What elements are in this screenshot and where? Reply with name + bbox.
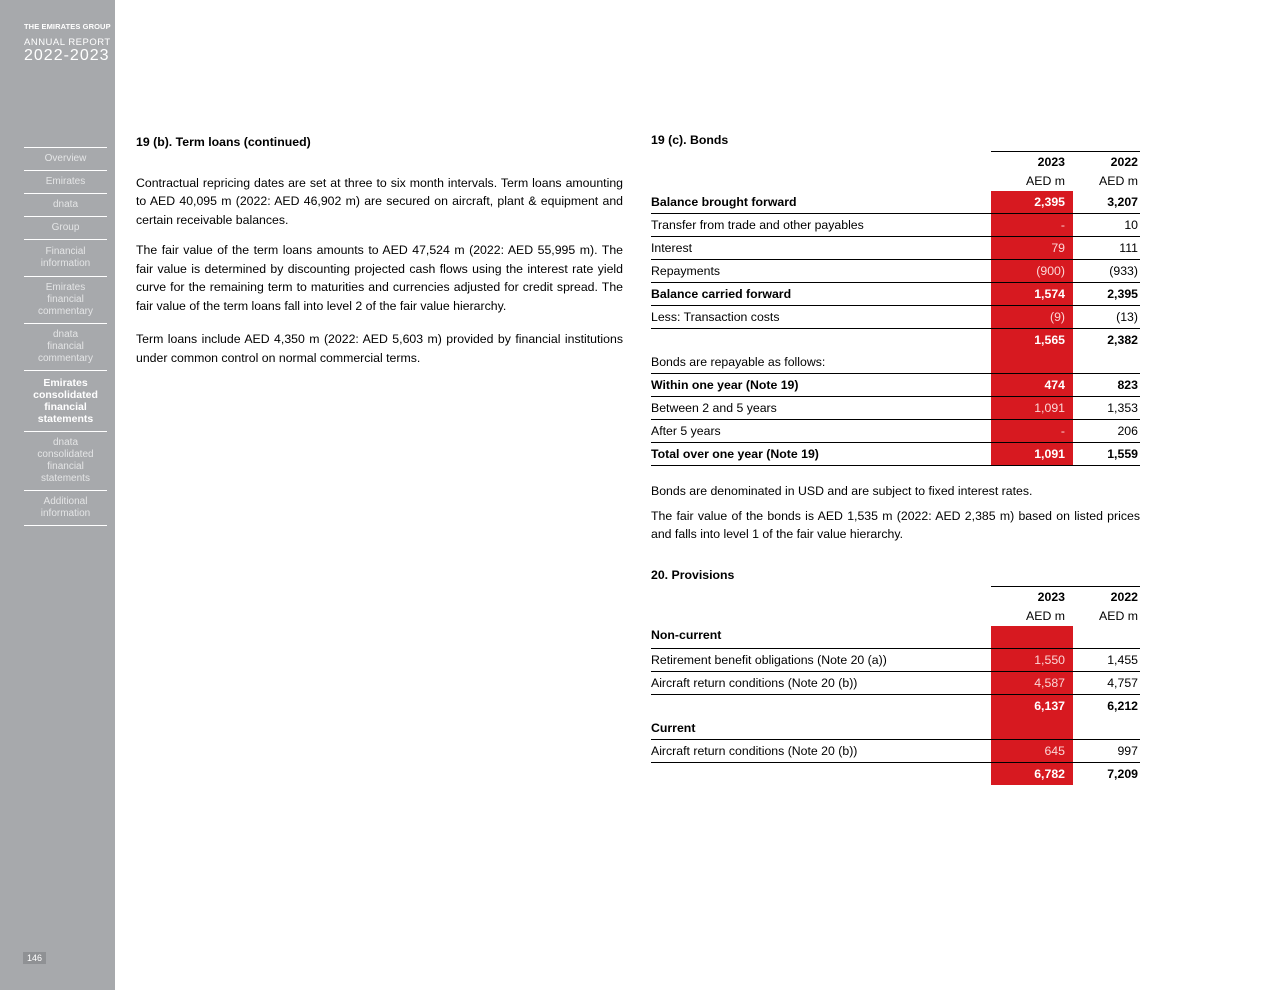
value-2023: 474 (991, 374, 1073, 397)
value-2022: 1,559 (1073, 443, 1140, 466)
nav-item-financial-information[interactable]: Financial information (24, 240, 107, 277)
value-2023 (991, 626, 1073, 649)
table-row (651, 762, 1140, 785)
total-2022: 7,209 (1107, 766, 1138, 781)
value-2022: 823 (1073, 374, 1140, 397)
value-2023: 645 (991, 739, 1073, 762)
value-2022: 206 (1073, 420, 1140, 443)
term-loans-section (136, 133, 623, 379)
row-label: Interest (651, 237, 991, 260)
value-2023: (900) (991, 260, 1073, 283)
row-label: After 5 years (651, 420, 991, 443)
nav-item-overview[interactable]: Overview (24, 148, 107, 171)
row-label: Total over one year (Note 19) (651, 443, 991, 466)
row-label: Current (651, 717, 991, 740)
bonds-title: 19 (c). Bonds (651, 133, 729, 147)
value-2022: 997 (1073, 739, 1140, 762)
bonds-col-2022: 2022 (1073, 152, 1140, 173)
table-row (651, 283, 1140, 306)
row-label: Aircraft return conditions (Note 20 (b)) (651, 671, 991, 694)
row-label (651, 762, 991, 785)
value-2023: (9) (991, 306, 1073, 329)
table-row (651, 626, 1140, 649)
row-label: Less: Transaction costs (651, 306, 991, 329)
value-2023 (991, 717, 1073, 740)
table-row (651, 191, 1140, 214)
row-label (651, 694, 991, 717)
value-2023: 1,091 (991, 397, 1073, 420)
provisions-title: 20. Provisions (651, 567, 735, 582)
report-brand (24, 22, 111, 65)
page-number: 146 (23, 952, 46, 964)
value-2022: (13) (1073, 306, 1140, 329)
subtotal-2022: 6,212 (1107, 698, 1138, 713)
report-label: ANNUAL REPORT (24, 37, 111, 48)
value-2023: 1,574 (991, 283, 1073, 306)
table-row (651, 420, 1140, 443)
row-label: Within one year (Note 19) (651, 374, 991, 397)
provisions-unit-2023: AED m (1026, 608, 1065, 623)
table-row (651, 648, 1140, 671)
total-2023: 6,782 (991, 762, 1073, 785)
value-2022 (1073, 351, 1140, 374)
bonds-unit-2022: AED m (1099, 174, 1138, 188)
row-label: Between 2 and 5 years (651, 397, 991, 420)
nav-item-dnata[interactable]: dnata (24, 194, 107, 217)
provisions-col-2023: 2023 (991, 586, 1073, 607)
sidebar (0, 0, 115, 990)
value-2022 (1073, 626, 1140, 649)
value-2023: 4,587 (991, 671, 1073, 694)
term-loans-paragraph-3: Term loans include AED 4,350 m (2022: AED 5,603 m) provided by financial institutions under common control on normal commercial terms. (136, 332, 623, 365)
bonds-note-1: Bonds are denominated in USD and are subject to fixed interest rates. (651, 484, 1033, 498)
row-label: Repayments (651, 260, 991, 283)
right-column (651, 133, 1140, 785)
table-row (651, 260, 1140, 283)
value-2022: 4,757 (1073, 671, 1140, 694)
subtotal-2022: 2,382 (1107, 333, 1138, 347)
nav-item-dnata-consolidated-statements[interactable]: dnata consolidated financial statements (24, 432, 107, 491)
value-2022: 10 (1073, 214, 1140, 237)
subtotal-2023: 6,137 (991, 694, 1073, 717)
value-2022: 1,353 (1073, 397, 1140, 420)
table-row (651, 443, 1140, 466)
table-row (651, 397, 1140, 420)
value-2023: 79 (991, 237, 1073, 260)
table-row (651, 374, 1140, 397)
value-2023: 1,091 (991, 443, 1073, 466)
nav-item-emirates[interactable]: Emirates (24, 171, 107, 194)
row-label: Bonds are repayable as follows: (651, 355, 826, 369)
value-2023: - (991, 420, 1073, 443)
table-row (651, 717, 1140, 740)
provisions-col-2022: 2022 (1073, 586, 1140, 607)
value-2022: 1,455 (1073, 648, 1140, 671)
table-row (651, 671, 1140, 694)
row-label: Non-current (651, 626, 991, 649)
table-row (651, 694, 1140, 717)
nav-item-emirates-financial-commentary[interactable]: Emirates financial commentary (24, 277, 107, 324)
nav-item-dnata-financial-commentary[interactable]: dnata financial commentary (24, 324, 107, 371)
value-2023: 1,550 (991, 648, 1073, 671)
bonds-table (651, 151, 1140, 466)
value-2022: 111 (1073, 237, 1140, 260)
value-2023 (991, 351, 1073, 374)
table-row (651, 214, 1140, 237)
row-label: Retirement benefit obligations (Note 20 (a)) (651, 648, 991, 671)
term-loans-title: 19 (b). Term loans (continued) (136, 135, 311, 149)
value-2023: - (991, 214, 1073, 237)
nav-item-emirates-consolidated-statements[interactable]: Emirates consolidated financial statements (24, 371, 107, 432)
table-row (651, 739, 1140, 762)
sidebar-nav (24, 147, 107, 526)
row-label: Balance brought forward (651, 191, 991, 214)
nav-item-additional-information[interactable]: Additional information (24, 491, 107, 526)
value-2022: 3,207 (1073, 191, 1140, 214)
subtotal-2023: 1,565 (991, 329, 1073, 352)
table-row (651, 306, 1140, 329)
bonds-unit-2023: AED m (1026, 174, 1065, 188)
term-loans-paragraph-1: Contractual repricing dates are set at three to six month intervals. Term loans amounting to AED 40,095 m (2022: AED 46,902 m) are secured on aircraft, plant & equipment and certain receivable balances. (136, 175, 623, 227)
nav-item-group[interactable]: Group (24, 217, 107, 240)
provisions-table (651, 586, 1140, 785)
table-row (651, 237, 1140, 260)
value-2022 (1073, 717, 1140, 740)
bonds-col-2023: 2023 (991, 152, 1073, 173)
row-label (651, 329, 991, 352)
row-label: Balance carried forward (651, 283, 991, 306)
provisions-unit-2022: AED m (1099, 608, 1138, 623)
table-row (651, 351, 1140, 374)
table-row (651, 329, 1140, 352)
group-name: THE EMIRATES GROUP (24, 22, 111, 31)
value-2022: (933) (1073, 260, 1140, 283)
value-2022: 2,395 (1073, 283, 1140, 306)
row-label: Aircraft return conditions (Note 20 (b)) (651, 739, 991, 762)
value-2023: 2,395 (991, 191, 1073, 214)
row-label: Transfer from trade and other payables (651, 214, 991, 237)
term-loans-paragraph-2: The fair value of the term loans amounts to AED 47,524 m (2022: AED 55,995 m). The fair value is determined by discounting projected cash flows using the interest rate yield curve for the remaining term to maturities and currencies adjusted for credit spread. The fair value of the term loans fall into level 2 of the fair value hierarchy. (136, 243, 623, 313)
bonds-note-2: The fair value of the bonds is AED 1,535 m (2022: AED 2,385 m) based on listed prices and falls into level 1 of the fair value hierarchy. (651, 508, 1140, 541)
report-year: 2022-2023 (24, 47, 110, 64)
